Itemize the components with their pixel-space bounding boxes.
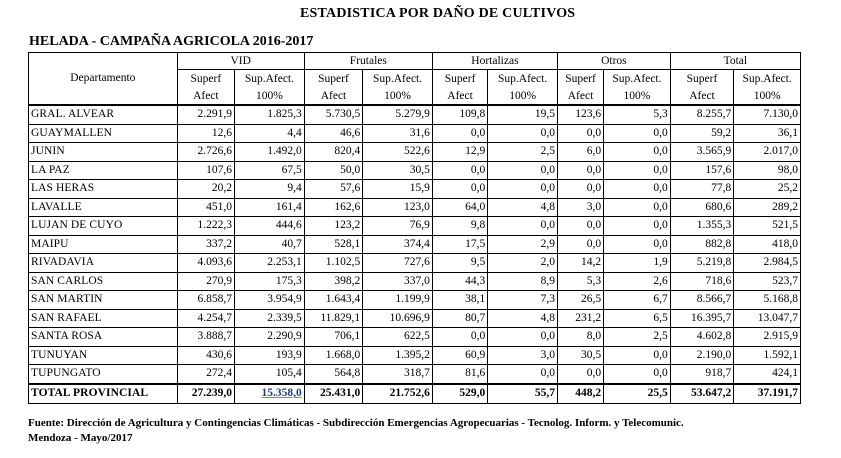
value-cell: 31,6: [363, 124, 433, 143]
value-cell: 289,2: [734, 198, 801, 217]
value-cell: 37.191,7: [734, 384, 801, 404]
table-row: [29, 365, 801, 384]
value-cell: 14,2: [557, 254, 603, 273]
subheader-cell: Sup.Afect.: [235, 70, 305, 88]
value-cell: 20,2: [177, 180, 234, 199]
group-header-frutales: Frutales: [304, 53, 432, 70]
table-row: [29, 272, 801, 291]
value-cell: 7.130,0: [734, 105, 801, 124]
table-header: [29, 53, 801, 106]
value-cell: 0,0: [604, 143, 671, 162]
value-cell: 76,9: [363, 217, 433, 236]
subheader-cell: Superf: [304, 70, 362, 88]
value-cell: 398,2: [304, 272, 362, 291]
value-cell: 123,2: [304, 217, 362, 236]
group-header-vid: VID: [177, 53, 304, 70]
value-cell: 7,3: [488, 291, 558, 310]
department-name: LAVALLE: [29, 198, 178, 217]
value-cell: 0,0: [604, 217, 671, 236]
source-note: Fuente: Dirección de Agricultura y Contingencias Climáticas - Subdirección Emergencias Agropecuarias - Tecnolog. Inform. y Telecomunic.: [28, 417, 684, 429]
value-cell: 4.602,8: [670, 328, 734, 347]
value-cell: 53.647,2: [670, 384, 734, 404]
table-row: [29, 143, 801, 162]
value-cell: 337,2: [177, 235, 234, 254]
value-cell: 706,1: [304, 328, 362, 347]
value-cell: 0,0: [488, 217, 558, 236]
value-cell: 8,0: [557, 328, 603, 347]
subheader-cell: Sup.Afect.: [604, 70, 671, 88]
value-cell: 3.954,9: [235, 291, 305, 310]
table-row: [29, 309, 801, 328]
value-cell: 2,0: [488, 254, 558, 273]
department-name: GRAL. ALVEAR: [29, 105, 178, 124]
subheader-cell: 100%: [734, 87, 801, 105]
department-name: LA PAZ: [29, 161, 178, 180]
value-cell: 11.829,1: [304, 309, 362, 328]
column-header-departamento: Departamento: [29, 53, 178, 106]
value-cell: 270,9: [177, 272, 234, 291]
table-row: [29, 161, 801, 180]
department-name: TUPUNGATO: [29, 365, 178, 384]
value-cell: 46,6: [304, 124, 362, 143]
value-cell: 918,7: [670, 365, 734, 384]
value-cell: 77,8: [670, 180, 734, 199]
subheader-cell: Superf: [557, 70, 603, 88]
value-cell: 15.358,0: [235, 384, 305, 404]
value-cell: 3.888,7: [177, 328, 234, 347]
value-cell: 0,0: [488, 328, 558, 347]
value-cell: 2.290,9: [235, 328, 305, 347]
value-cell: 123,6: [557, 105, 603, 124]
subheader-cell: 100%: [363, 87, 433, 105]
department-name: GUAYMALLEN: [29, 124, 178, 143]
value-cell: 30,5: [363, 161, 433, 180]
page-title: ESTADISTICA POR DAÑO DE CULTIVOS: [300, 6, 576, 21]
department-name: TOTAL PROVINCIAL: [29, 384, 178, 404]
value-cell: 67,5: [235, 161, 305, 180]
value-cell: 564,8: [304, 365, 362, 384]
department-name: SANTA ROSA: [29, 328, 178, 347]
value-cell: 25.431,0: [304, 384, 362, 404]
table-body: [29, 105, 801, 403]
value-cell: 59,2: [670, 124, 734, 143]
value-cell: 8,9: [488, 272, 558, 291]
table-row: [29, 328, 801, 347]
subheader-cell: Superf: [177, 70, 234, 88]
value-cell: 444,6: [235, 217, 305, 236]
value-cell: 12,9: [432, 143, 487, 162]
value-cell: 161,4: [235, 198, 305, 217]
value-cell: 2.190,0: [670, 346, 734, 365]
value-cell: 193,9: [235, 346, 305, 365]
group-header-total: Total: [670, 53, 800, 70]
table-row: [29, 235, 801, 254]
value-cell: 5.219,8: [670, 254, 734, 273]
department-name: SAN MARTIN: [29, 291, 178, 310]
value-cell: 98,0: [734, 161, 801, 180]
value-cell: 2.915,9: [734, 328, 801, 347]
subheader-cell: Afect: [557, 87, 603, 105]
value-cell: 36,1: [734, 124, 801, 143]
value-cell: 2.017,0: [734, 143, 801, 162]
value-cell: 5.168,8: [734, 291, 801, 310]
value-cell: 1.592,1: [734, 346, 801, 365]
value-cell: 6,0: [557, 143, 603, 162]
value-cell: 1.222,3: [177, 217, 234, 236]
value-cell: 64,0: [432, 198, 487, 217]
value-cell: 418,0: [734, 235, 801, 254]
value-cell: 6,5: [604, 309, 671, 328]
subheader-cell: 100%: [488, 87, 558, 105]
value-cell: 0,0: [604, 365, 671, 384]
value-cell: 374,4: [363, 235, 433, 254]
value-cell: 50,0: [304, 161, 362, 180]
value-cell: 5,3: [604, 105, 671, 124]
value-cell: 60,9: [432, 346, 487, 365]
value-cell: 2.291,9: [177, 105, 234, 124]
value-cell: 451,0: [177, 198, 234, 217]
group-header-hortalizas: Hortalizas: [432, 53, 557, 70]
value-cell: 12,6: [177, 124, 234, 143]
value-cell: 157,6: [670, 161, 734, 180]
value-cell: 25,2: [734, 180, 801, 199]
value-cell: 6,7: [604, 291, 671, 310]
value-cell: 5.730,5: [304, 105, 362, 124]
value-cell: 2.726,6: [177, 143, 234, 162]
department-name: LUJAN DE CUYO: [29, 217, 178, 236]
value-cell: 4.254,7: [177, 309, 234, 328]
value-cell: 0,0: [488, 365, 558, 384]
value-cell: 727,6: [363, 254, 433, 273]
value-cell: 9,5: [432, 254, 487, 273]
table-row: [29, 217, 801, 236]
value-cell: 4,8: [488, 198, 558, 217]
value-cell: 1.199,9: [363, 291, 433, 310]
subheader-cell: Superf: [432, 70, 487, 88]
value-cell: 1.395,2: [363, 346, 433, 365]
subheader-cell: Sup.Afect.: [734, 70, 801, 88]
value-cell: 0,0: [604, 346, 671, 365]
value-cell: 80,7: [432, 309, 487, 328]
value-cell: 0,0: [488, 161, 558, 180]
value-cell: 820,4: [304, 143, 362, 162]
department-name: MAIPU: [29, 235, 178, 254]
subheader-cell: Sup.Afect.: [488, 70, 558, 88]
subheader-cell: Sup.Afect.: [363, 70, 433, 88]
value-cell: 0,0: [557, 124, 603, 143]
value-cell: 622,5: [363, 328, 433, 347]
department-name: LAS HERAS: [29, 180, 178, 199]
value-cell: 44,3: [432, 272, 487, 291]
value-cell: 2,9: [488, 235, 558, 254]
table-row: [29, 291, 801, 310]
value-cell: 718,6: [670, 272, 734, 291]
value-cell: 1.668,0: [304, 346, 362, 365]
value-cell: 0,0: [604, 124, 671, 143]
table-row: [29, 254, 801, 273]
value-cell: 3,0: [557, 198, 603, 217]
value-cell: 0,0: [604, 161, 671, 180]
source-footer: [28, 416, 684, 446]
value-cell: 109,8: [432, 105, 487, 124]
value-cell: 3,0: [488, 346, 558, 365]
total-row: [29, 384, 801, 404]
value-cell: 16.395,7: [670, 309, 734, 328]
value-cell: 680,6: [670, 198, 734, 217]
department-name: SAN RAFAEL: [29, 309, 178, 328]
value-cell: 521,5: [734, 217, 801, 236]
group-header-otros: Otros: [557, 53, 670, 70]
value-cell: 2.253,1: [235, 254, 305, 273]
value-cell: 523,7: [734, 272, 801, 291]
value-cell: 0,0: [432, 180, 487, 199]
value-cell: 522,6: [363, 143, 433, 162]
subheader-cell: Afect: [432, 87, 487, 105]
value-cell: 529,0: [432, 384, 487, 404]
value-cell: 0,0: [432, 161, 487, 180]
value-cell: 6.858,7: [177, 291, 234, 310]
value-cell: 1.825,3: [235, 105, 305, 124]
value-cell: 272,4: [177, 365, 234, 384]
value-cell: 57,6: [304, 180, 362, 199]
value-cell: 30,5: [557, 346, 603, 365]
value-cell: 4,8: [488, 309, 558, 328]
table-row: [29, 180, 801, 199]
value-cell: 2,5: [604, 328, 671, 347]
value-cell: 17,5: [432, 235, 487, 254]
department-name: SAN CARLOS: [29, 272, 178, 291]
value-cell: 2.984,5: [734, 254, 801, 273]
value-cell: 4,4: [235, 124, 305, 143]
subheader-cell: Afect: [670, 87, 734, 105]
subheader-cell: 100%: [604, 87, 671, 105]
value-cell: 9,4: [235, 180, 305, 199]
department-name: RIVADAVIA: [29, 254, 178, 273]
value-cell: 0,0: [488, 180, 558, 199]
table-row: [29, 124, 801, 143]
value-cell: 25,5: [604, 384, 671, 404]
value-cell: 0,0: [604, 180, 671, 199]
value-cell: 1.492,0: [235, 143, 305, 162]
value-cell: 3.565,9: [670, 143, 734, 162]
place-date-note: Mendoza - Mayo/2017: [28, 432, 133, 444]
value-cell: 9,8: [432, 217, 487, 236]
value-cell: 123,0: [363, 198, 433, 217]
value-cell: 2,5: [488, 143, 558, 162]
value-cell: 0,0: [604, 235, 671, 254]
value-cell: 21.752,6: [363, 384, 433, 404]
subheader-cell: Superf: [670, 70, 734, 88]
value-cell: 40,7: [235, 235, 305, 254]
value-cell: 231,2: [557, 309, 603, 328]
value-cell: 0,0: [432, 124, 487, 143]
value-cell: 424,1: [734, 365, 801, 384]
subheader-cell: 100%: [235, 87, 305, 105]
table-row: [29, 198, 801, 217]
value-cell: 430,6: [177, 346, 234, 365]
value-cell: 27.239,0: [177, 384, 234, 404]
value-cell: 5,3: [557, 272, 603, 291]
value-cell: 528,1: [304, 235, 362, 254]
value-cell: 1.643,4: [304, 291, 362, 310]
value-cell: 0,0: [488, 124, 558, 143]
damage-statistics-table: [28, 52, 801, 404]
value-cell: 318,7: [363, 365, 433, 384]
value-cell: 105,4: [235, 365, 305, 384]
value-cell: 13.047,7: [734, 309, 801, 328]
value-cell: 1,9: [604, 254, 671, 273]
value-cell: 4.093,6: [177, 254, 234, 273]
table-subtitle: HELADA - CAMPAÑA AGRICOLA 2016-2017: [29, 34, 314, 49]
value-cell: 337,0: [363, 272, 433, 291]
value-cell: 38,1: [432, 291, 487, 310]
value-cell: 10.696,9: [363, 309, 433, 328]
value-cell: 1.102,5: [304, 254, 362, 273]
value-cell: 26,5: [557, 291, 603, 310]
value-cell: 5.279,9: [363, 105, 433, 124]
value-cell: 2,6: [604, 272, 671, 291]
value-cell: 0,0: [557, 235, 603, 254]
value-cell: 8.566,7: [670, 291, 734, 310]
value-cell: 19,5: [488, 105, 558, 124]
value-cell: 1.355,3: [670, 217, 734, 236]
value-cell: 81,6: [432, 365, 487, 384]
value-cell: 107,6: [177, 161, 234, 180]
value-cell: 0,0: [557, 365, 603, 384]
department-name: JUNIN: [29, 143, 178, 162]
value-cell: 15,9: [363, 180, 433, 199]
value-cell: 2.339,5: [235, 309, 305, 328]
value-cell: 0,0: [557, 217, 603, 236]
value-cell: 8.255,7: [670, 105, 734, 124]
table-row: [29, 105, 801, 124]
value-cell: 0,0: [557, 161, 603, 180]
value-cell: 0,0: [604, 198, 671, 217]
value-cell: 0,0: [432, 328, 487, 347]
value-cell: 448,2: [557, 384, 603, 404]
value-cell: 0,0: [557, 180, 603, 199]
subheader-cell: Afect: [304, 87, 362, 105]
value-cell: 55,7: [488, 384, 558, 404]
department-name: TUNUYAN: [29, 346, 178, 365]
value-cell: 175,3: [235, 272, 305, 291]
value-cell: 162,6: [304, 198, 362, 217]
table-row: [29, 346, 801, 365]
value-cell: 882,8: [670, 235, 734, 254]
subheader-cell: Afect: [177, 87, 234, 105]
